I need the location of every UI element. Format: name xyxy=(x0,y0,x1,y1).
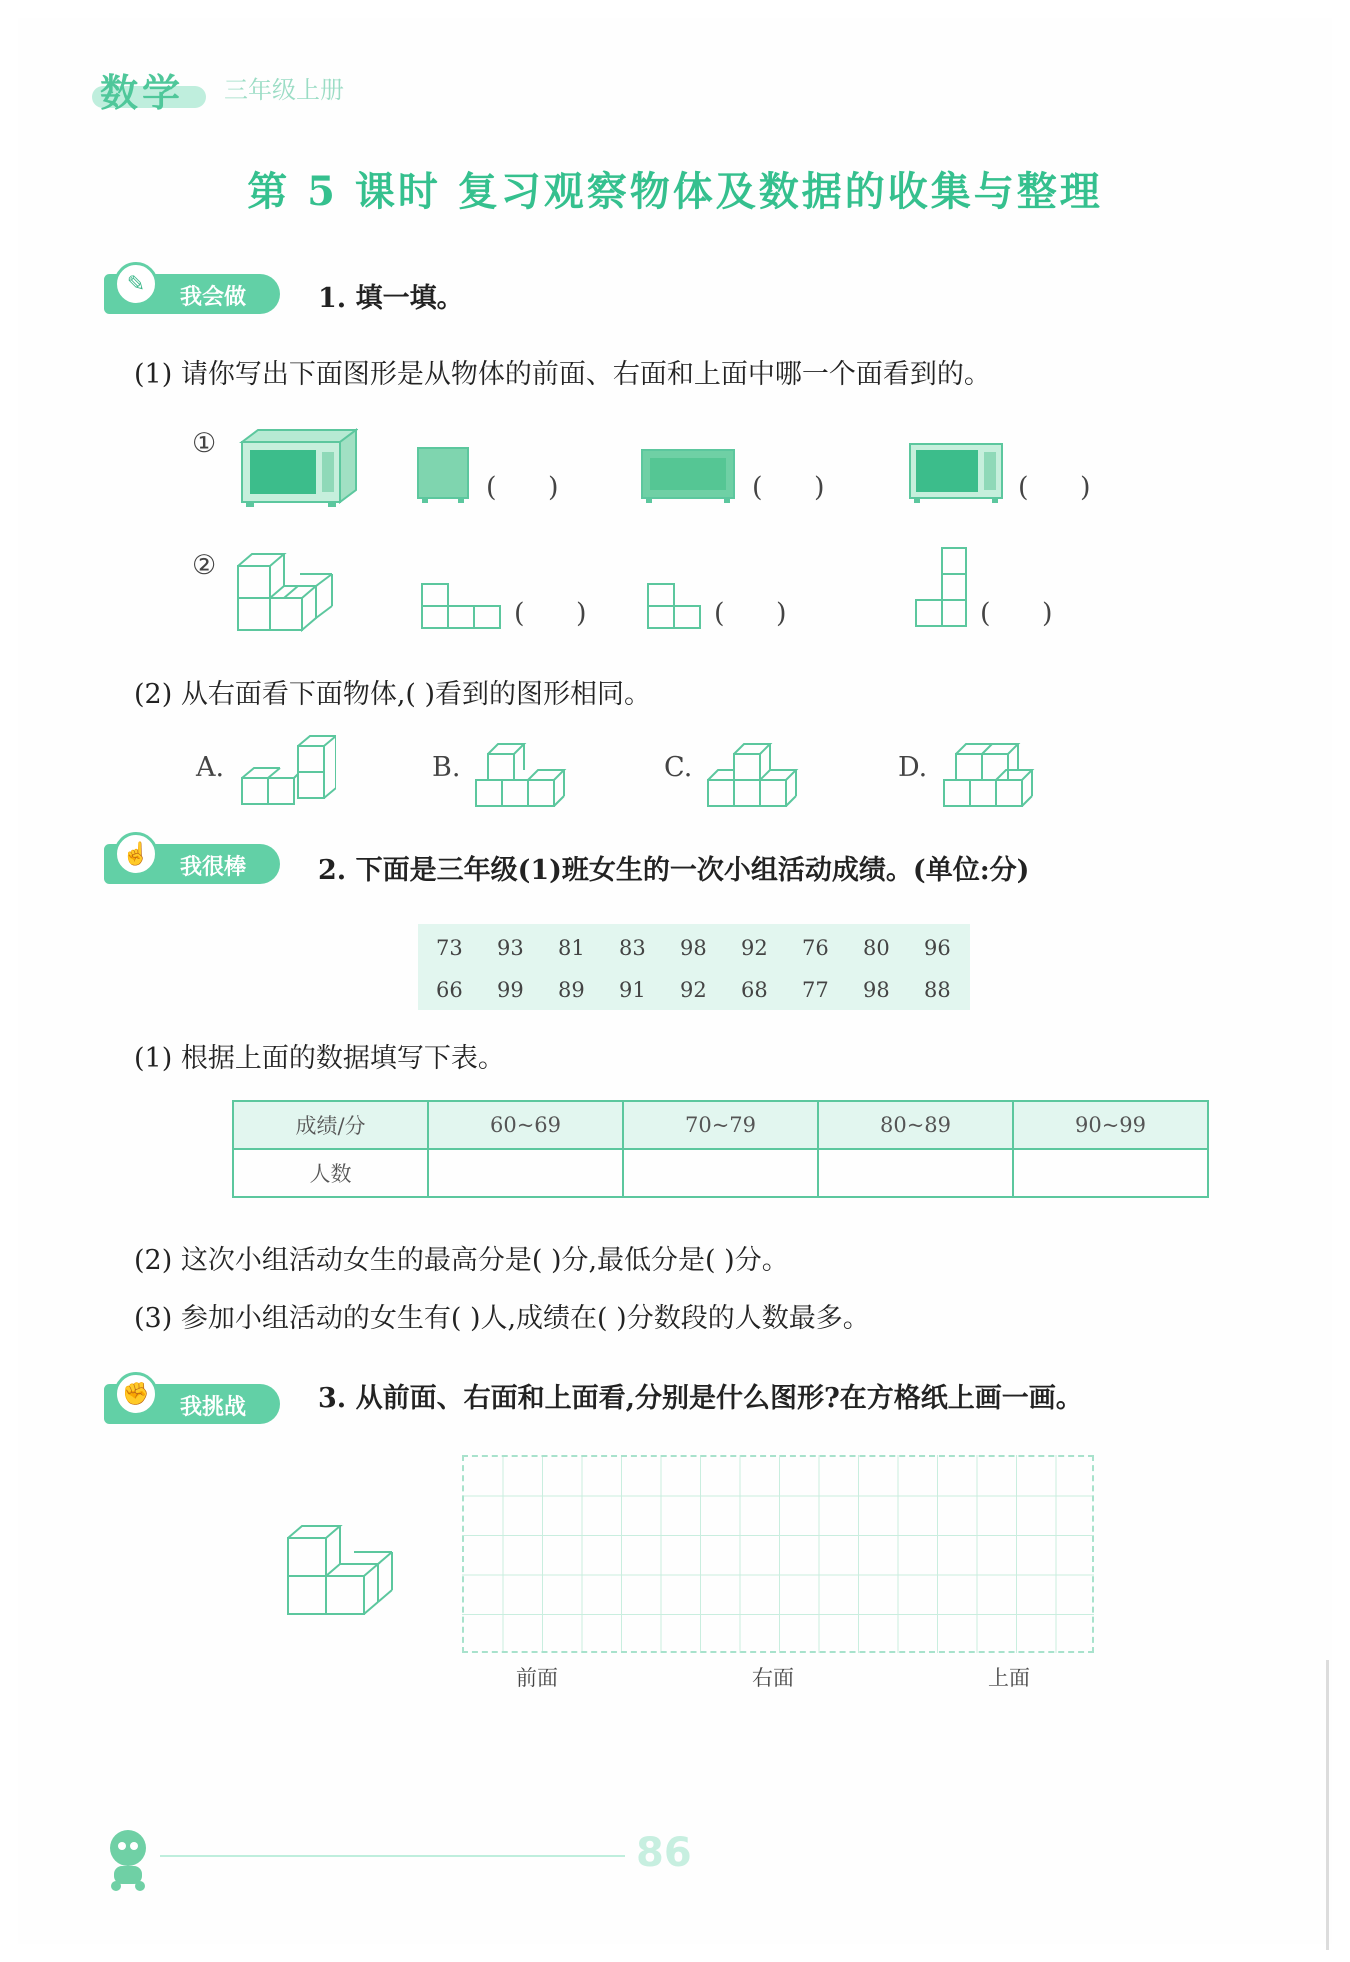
table-header-cell: 60~69 xyxy=(428,1101,623,1149)
answer-blank[interactable]: ( ) xyxy=(1018,472,1091,503)
mascot-icon xyxy=(98,1826,160,1892)
q2-heading: 2. 下面是三年级(1)班女生的一次小组活动成绩。(单位:分) xyxy=(318,855,1030,886)
page-edge-shadow xyxy=(1326,1660,1329,1950)
answer-blank[interactable]: ( ) xyxy=(980,598,1053,629)
answer-blank[interactable]: ( ) xyxy=(752,472,825,503)
table-header-cell: 70~79 xyxy=(623,1101,818,1149)
q1-part1-text: (1) 请你写出下面图形是从物体的前面、右面和上面中哪一个面看到的。 xyxy=(134,359,991,390)
microwave-front-view xyxy=(908,442,1006,506)
view-shape-tall xyxy=(914,546,970,632)
subject-label: 数学 xyxy=(100,71,185,115)
cube-stack-figure-q3 xyxy=(286,1518,398,1618)
score-frequency-table xyxy=(232,1100,1209,1198)
page-number: 86 xyxy=(636,1830,692,1876)
microwave-3d-figure xyxy=(234,424,358,510)
pencil-icon: ✎ xyxy=(114,262,158,306)
table-header-cell: 成绩/分 xyxy=(233,1101,428,1149)
answer-blank[interactable]: ( ) xyxy=(486,472,559,503)
option-d-figure[interactable] xyxy=(942,736,1040,810)
q3-heading: 3. 从前面、右面和上面看,分别是什么图形?在方格纸上画一画。 xyxy=(318,1383,1083,1414)
item-marker-2: ② xyxy=(192,550,217,581)
badge-wo-hen-bang: ☝ 我很棒 xyxy=(104,832,284,888)
drawing-grid-paper[interactable] xyxy=(462,1455,1094,1653)
answer-blank[interactable]: ( ) xyxy=(714,598,787,629)
view-shape-small-l xyxy=(646,582,704,632)
option-a-label: A. xyxy=(196,752,225,783)
q2-part2-text: (2) 这次小组活动女生的最高分是( )分,最低分是( )分。 xyxy=(134,1245,789,1276)
q1-heading: 1. 填一填。 xyxy=(318,283,464,314)
score-data-box xyxy=(418,924,970,1010)
table-header-cell: 90~99 xyxy=(1013,1101,1208,1149)
table-row-label: 人数 xyxy=(233,1149,428,1197)
option-d-label: D. xyxy=(898,752,928,783)
grid-label-right: 右面 xyxy=(752,1666,794,1690)
table-row xyxy=(233,1149,1208,1197)
q1-part2-text: (2) 从右面看下面物体,( )看到的图形相同。 xyxy=(134,679,652,710)
badge-wo-hui-zuo: ✎ 我会做 xyxy=(104,262,284,318)
grade-label: 三年级上册 xyxy=(224,76,344,104)
option-a-figure[interactable] xyxy=(240,730,336,810)
table-answer-cell[interactable] xyxy=(818,1149,1013,1197)
score-row-2: 66 99 89 91 92 68 77 98 88 xyxy=(436,978,951,1002)
table-answer-cell[interactable] xyxy=(428,1149,623,1197)
footer-line xyxy=(160,1855,625,1857)
thumbs-up-icon: ☝ xyxy=(114,832,158,876)
score-row-1: 73 93 81 83 98 92 76 80 96 xyxy=(436,936,951,960)
option-c-figure[interactable] xyxy=(706,736,804,810)
microwave-top-view xyxy=(640,448,738,506)
table-header-cell: 80~89 xyxy=(818,1101,1013,1149)
cube-stack-3d-figure xyxy=(236,550,340,634)
grid-label-top: 上面 xyxy=(988,1666,1030,1690)
badge-wo-tiao-zhan: ✊ 我挑战 xyxy=(104,1372,284,1428)
q2-part1-text: (1) 根据上面的数据填写下表。 xyxy=(134,1043,505,1074)
grid-label-front: 前面 xyxy=(516,1666,558,1690)
view-shape-l xyxy=(420,582,504,632)
table-answer-cell[interactable] xyxy=(623,1149,818,1197)
table-answer-cell[interactable] xyxy=(1013,1149,1208,1197)
fist-icon: ✊ xyxy=(114,1372,158,1416)
table-header-row xyxy=(233,1101,1208,1149)
option-b-label: B. xyxy=(432,752,461,783)
q2-part3-text: (3) 参加小组活动的女生有( )人,成绩在( )分数段的人数最多。 xyxy=(134,1303,870,1334)
answer-blank[interactable]: ( ) xyxy=(514,598,587,629)
lesson-title: 第 5 课时 复习观察物体及数据的收集与整理 xyxy=(247,168,1103,215)
item-marker-1: ① xyxy=(192,428,217,459)
microwave-side-view xyxy=(416,446,472,506)
option-b-figure[interactable] xyxy=(474,736,572,810)
option-c-label: C. xyxy=(664,752,693,783)
